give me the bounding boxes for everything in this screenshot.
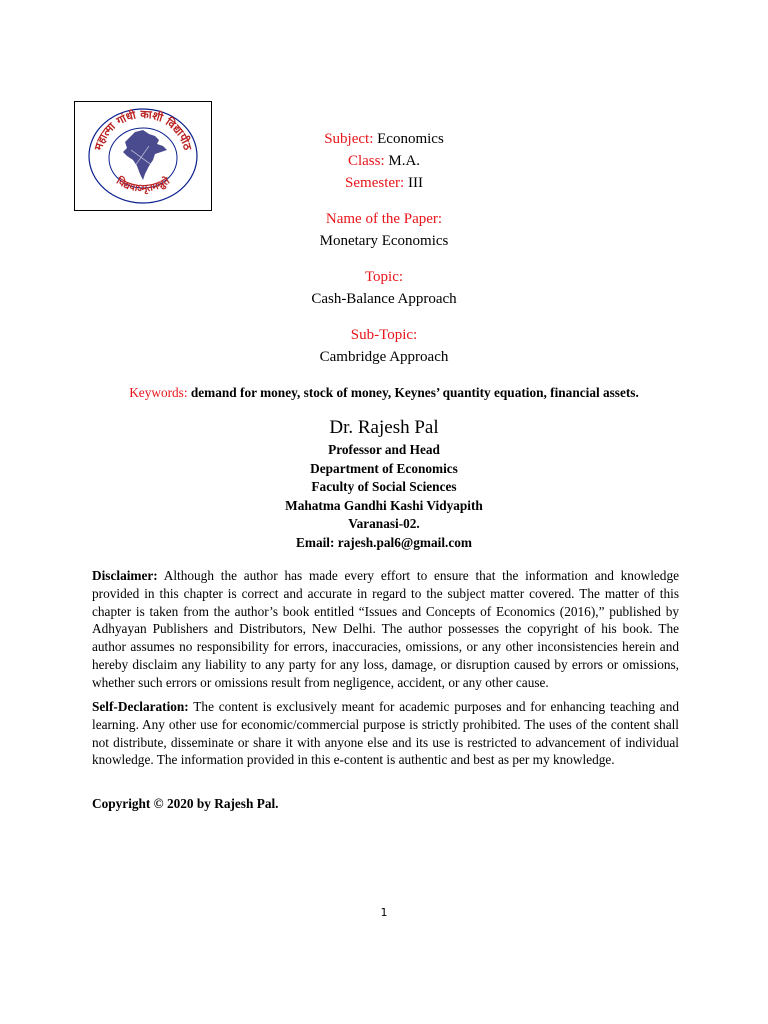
copyright-notice: Copyright © 2020 by Rajesh Pal. <box>92 796 279 811</box>
keywords-value: demand for money, stock of money, Keynes’ quantity equation, financial assets. <box>190 385 639 400</box>
subject-label: Subject: <box>324 131 374 147</box>
seal-text-bottom: विद्ययाऽमृतमश्नुते <box>114 175 172 195</box>
semester-value: III <box>407 175 423 191</box>
subtopic-value: Cambridge Approach <box>319 349 449 365</box>
author-faculty: Faculty of Social Sciences <box>311 479 457 494</box>
subject-value: Economics <box>377 131 444 147</box>
author-email: Email: rajesh.pal6@gmail.com <box>296 535 472 550</box>
author-designation: Professor and Head <box>328 442 440 457</box>
class-label: Class: <box>347 153 385 169</box>
class-value: M.A. <box>388 153 421 169</box>
self-declaration-text: The content is exclusively meant for academic purposes and for enhancing teaching and learning. Any other use for economic/commercial purpose is strictly prohibited. The uses of the content shall not distribute, disseminate or share it with anyone else and its use is restricted to advancement of individual knowledge. The information provided in this e-content is authentic and best as per my knowledge. <box>92 699 679 768</box>
topic-value: Cash-Balance Approach <box>311 291 457 307</box>
disclaimer-paragraph <box>92 567 679 692</box>
paper-label: Name of the Paper: <box>325 211 443 227</box>
semester-label: Semester: <box>345 175 405 191</box>
semester-line <box>0 174 768 195</box>
disclaimer-text: Although the author has made every effort to ensure that the information and knowledge provided in this chapter is correct and accurate in regard to the subject matter covered. The matter of this chapter is taken from the author’s book entitled “Issues and Concepts of Economics (2016),” published by Adhyayan Publishers and Distributors, New Delhi. The author possesses the copyright of his book. The author assumes no responsibility for errors, inaccuracies, omissions, or any other inconsistencies herein and hereby disclaim any liability to any party for any loss, damage, or disruption caused by errors or omissions, whether such errors or omissions result from negligence, accident, or any other cause. <box>92 568 679 690</box>
page-number: 1 <box>380 906 388 919</box>
seal-text-top: महात्मा गांधी काशी विद्यापीठ <box>91 107 195 152</box>
author-department: Department of Economics <box>310 461 458 476</box>
author-city: Varanasi-02. <box>348 516 420 531</box>
author-name: Dr. Rajesh Pal <box>329 417 439 438</box>
keywords-label: Keywords: <box>129 385 188 400</box>
paper-value: Monetary Economics <box>319 233 449 249</box>
topic-label: Topic: <box>364 269 404 285</box>
author-university: Mahatma Gandhi Kashi Vidyapith <box>285 498 483 513</box>
self-declaration-label: Self-Declaration: <box>92 699 189 714</box>
self-declaration-paragraph <box>92 698 679 769</box>
subject-line <box>0 130 768 148</box>
keywords-line <box>0 385 768 401</box>
subtopic-label: Sub-Topic: <box>350 327 418 343</box>
class-line <box>0 152 768 170</box>
disclaimer-label: Disclaimer: <box>92 568 158 583</box>
